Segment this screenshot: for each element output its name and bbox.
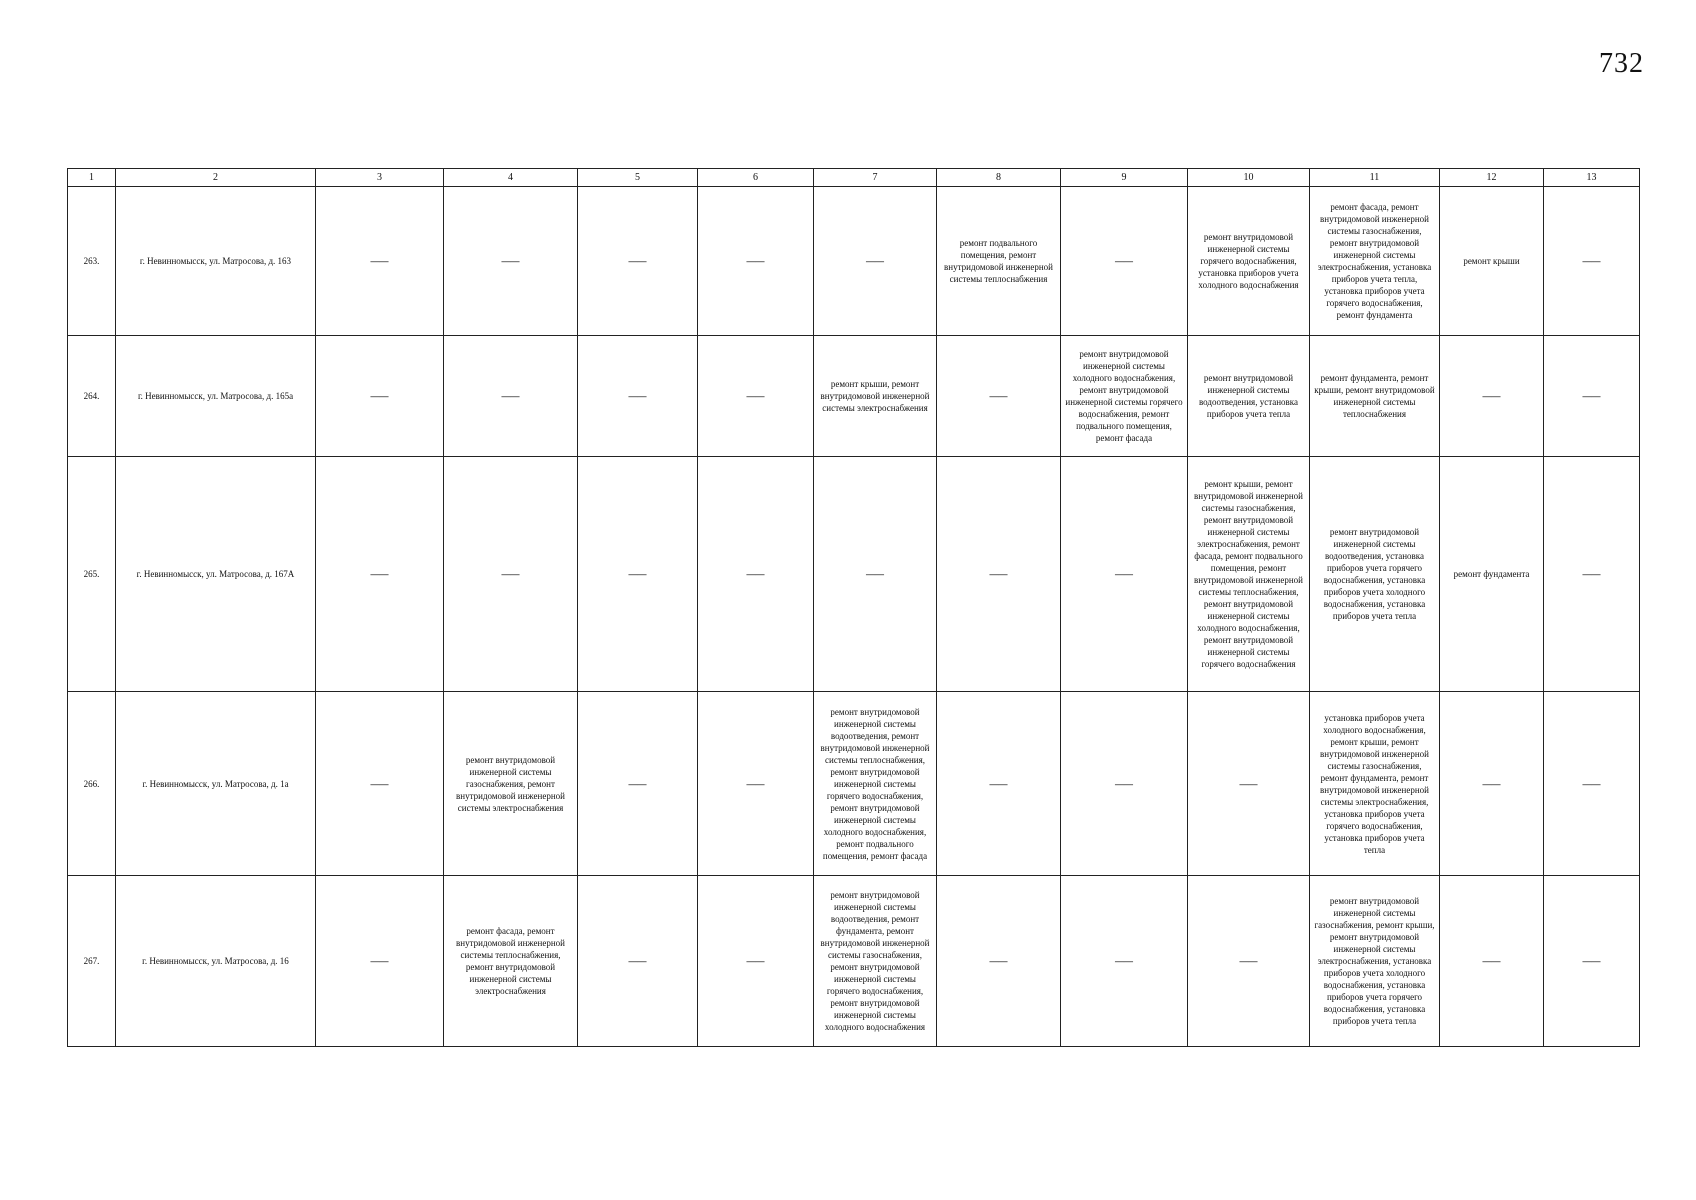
- work-cell-6: ——: [698, 457, 814, 692]
- column-header-4: 4: [444, 169, 578, 187]
- work-cell-12: ремонт фундамента: [1440, 457, 1544, 692]
- work-cell-8: ——: [937, 876, 1061, 1047]
- work-cell-3: ——: [316, 336, 444, 457]
- column-header-5: 5: [578, 169, 698, 187]
- work-cell-9: ——: [1061, 692, 1188, 876]
- row-number: 263.: [68, 187, 116, 336]
- work-cell-5: ——: [578, 187, 698, 336]
- address-cell: г. Невинномысск, ул. Матросова, д. 167А: [116, 457, 316, 692]
- column-header-1: 1: [68, 169, 116, 187]
- work-cell-13: ——: [1544, 457, 1640, 692]
- row-number: 267.: [68, 876, 116, 1047]
- work-cell-4: ——: [444, 457, 578, 692]
- repair-schedule-table: [67, 168, 1640, 1047]
- work-cell-5: ——: [578, 876, 698, 1047]
- work-cell-12: ——: [1440, 876, 1544, 1047]
- work-cell-10: ремонт внутридомовой инженерной системы водоотведения, установка приборов учета тепла: [1188, 336, 1310, 457]
- table-row: [68, 336, 1640, 457]
- page-number: 732: [1599, 48, 1644, 79]
- column-header-13: 13: [1544, 169, 1640, 187]
- work-cell-9: ——: [1061, 876, 1188, 1047]
- work-cell-11: ремонт фундамента, ремонт крыши, ремонт внутридомовой инженерной системы теплоснабжения: [1310, 336, 1440, 457]
- work-cell-9: ——: [1061, 187, 1188, 336]
- work-cell-13: ——: [1544, 336, 1640, 457]
- work-cell-12: ——: [1440, 692, 1544, 876]
- work-cell-4: ——: [444, 336, 578, 457]
- work-cell-8: ——: [937, 692, 1061, 876]
- work-cell-8: ——: [937, 336, 1061, 457]
- work-cell-4: ——: [444, 187, 578, 336]
- work-cell-7: ——: [814, 457, 937, 692]
- column-header-8: 8: [937, 169, 1061, 187]
- work-cell-10: ——: [1188, 692, 1310, 876]
- work-cell-11: ремонт внутридомовой инженерной системы газоснабжения, ремонт крыши, ремонт внутридомовой инженерной системы электроснабжения, установка приборов учета холодного водоснабжения, установка приборов учета горячего водоснабжения, установка приборов учета тепла: [1310, 876, 1440, 1047]
- work-cell-7: ——: [814, 187, 937, 336]
- column-header-3: 3: [316, 169, 444, 187]
- work-cell-8: ремонт подвального помещения, ремонт внутридомовой инженерной системы теплоснабжения: [937, 187, 1061, 336]
- table-row: [68, 187, 1640, 336]
- work-cell-4: ремонт фасада, ремонт внутридомовой инженерной системы теплоснабжения, ремонт внутридомовой инженерной системы электроснабжения: [444, 876, 578, 1047]
- work-cell-6: ——: [698, 876, 814, 1047]
- column-header-9: 9: [1061, 169, 1188, 187]
- work-cell-4: ремонт внутридомовой инженерной системы газоснабжения, ремонт внутридомовой инженерной системы электроснабжения: [444, 692, 578, 876]
- column-header-7: 7: [814, 169, 937, 187]
- work-cell-13: ——: [1544, 876, 1640, 1047]
- work-cell-8: ——: [937, 457, 1061, 692]
- address-cell: г. Невинномысск, ул. Матросова, д. 165а: [116, 336, 316, 457]
- work-cell-5: ——: [578, 692, 698, 876]
- work-cell-6: ——: [698, 187, 814, 336]
- work-cell-3: ——: [316, 692, 444, 876]
- work-cell-3: ——: [316, 876, 444, 1047]
- work-cell-11: ремонт фасада, ремонт внутридомовой инженерной системы газоснабжения, ремонт внутридомовой инженерной системы электроснабжения, установка приборов учета тепла, установка приборов учета горячего водоснабжения, ремонт фундамента: [1310, 187, 1440, 336]
- work-cell-12: ——: [1440, 336, 1544, 457]
- table-row: [68, 692, 1640, 876]
- work-cell-13: ——: [1544, 187, 1640, 336]
- column-header-12: 12: [1440, 169, 1544, 187]
- work-cell-12: ремонт крыши: [1440, 187, 1544, 336]
- work-cell-10: ремонт внутридомовой инженерной системы горячего водоснабжения, установка приборов учета холодного водоснабжения: [1188, 187, 1310, 336]
- work-cell-11: установка приборов учета холодного водоснабжения, ремонт крыши, ремонт внутридомовой инженерной системы газоснабжения, ремонт фундамента, ремонт внутридомовой инженерной системы электроснабжения, установка приборов учета горячего водоснабжения, установка приборов учета тепла: [1310, 692, 1440, 876]
- address-cell: г. Невинномысск, ул. Матросова, д. 16: [116, 876, 316, 1047]
- table-row: [68, 876, 1640, 1047]
- header-row: [68, 169, 1640, 187]
- column-header-2: 2: [116, 169, 316, 187]
- work-cell-5: ——: [578, 457, 698, 692]
- column-header-11: 11: [1310, 169, 1440, 187]
- work-cell-5: ——: [578, 336, 698, 457]
- work-cell-7: ремонт крыши, ремонт внутридомовой инженерной системы электроснабжения: [814, 336, 937, 457]
- work-cell-10: ——: [1188, 876, 1310, 1047]
- address-cell: г. Невинномысск, ул. Матросова, д. 163: [116, 187, 316, 336]
- work-cell-3: ——: [316, 457, 444, 692]
- work-cell-7: ремонт внутридомовой инженерной системы водоотведения, ремонт фундамента, ремонт внутридомовой инженерной системы газоснабжения, ремонт внутридомовой инженерной системы горячего водоснабжения, ремонт внутридомовой инженерной системы холодного водоснабжения: [814, 876, 937, 1047]
- column-header-6: 6: [698, 169, 814, 187]
- work-cell-10: ремонт крыши, ремонт внутридомовой инженерной системы газоснабжения, ремонт внутридомовой инженерной системы электроснабжения, ремонт фасада, ремонт подвального помещения, ремонт внутридомовой инженерной системы теплоснабжения, ремонт внутридомовой инженерной системы холодного водоснабжения, ремонт внутридомовой инженерной системы горячего водоснабжения: [1188, 457, 1310, 692]
- table-row: [68, 457, 1640, 692]
- work-cell-6: ——: [698, 692, 814, 876]
- work-cell-7: ремонт внутридомовой инженерной системы водоотведения, ремонт внутридомовой инженерной системы теплоснабжения, ремонт внутридомовой инженерной системы горячего водоснабжения, ремонт внутридомовой инженерной системы холодного водоснабжения, ремонт подвального помещения, ремонт фасада: [814, 692, 937, 876]
- work-cell-6: ——: [698, 336, 814, 457]
- work-cell-9: ——: [1061, 457, 1188, 692]
- column-header-10: 10: [1188, 169, 1310, 187]
- work-cell-13: ——: [1544, 692, 1640, 876]
- row-number: 264.: [68, 336, 116, 457]
- work-cell-9: ремонт внутридомовой инженерной системы холодного водоснабжения, ремонт внутридомовой инженерной системы горячего водоснабжения, ремонт подвального помещения, ремонт фасада: [1061, 336, 1188, 457]
- address-cell: г. Невинномысск, ул. Матросова, д. 1а: [116, 692, 316, 876]
- row-number: 265.: [68, 457, 116, 692]
- row-number: 266.: [68, 692, 116, 876]
- work-cell-3: ——: [316, 187, 444, 336]
- work-cell-11: ремонт внутридомовой инженерной системы водоотведения, установка приборов учета горячего водоснабжения, установка приборов учета холодного водоснабжения, установка приборов учета тепла: [1310, 457, 1440, 692]
